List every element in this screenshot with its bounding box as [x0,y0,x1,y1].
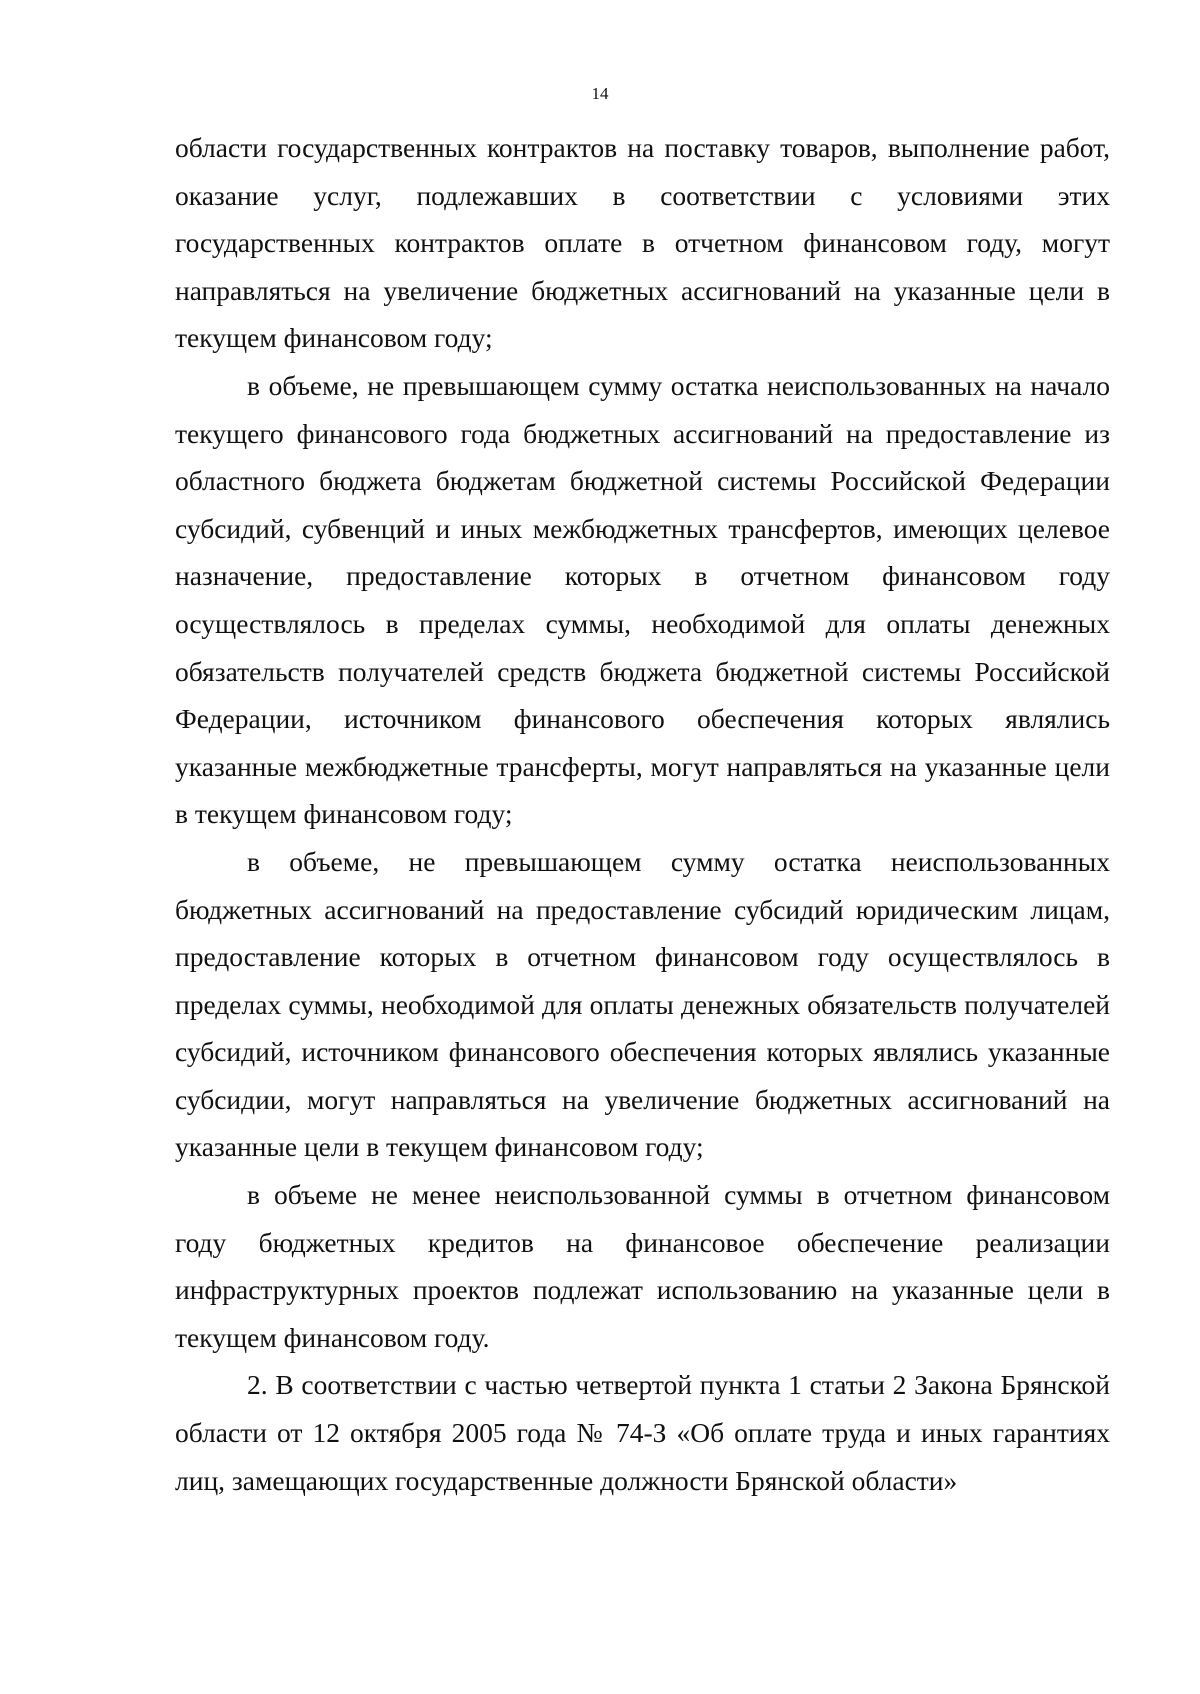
paragraph-interbudget-transfers: в объеме, не превышающем сумму остатка неиспользованных на начало текущего финансового года бюджетных ассигнований на предоставление из областного бюджета бюджетам бюджетной системы Российской Федерации субсидий, субвенций и иных межбюджетных трансфертов, имеющих целевое назначение, предоставление которых в отчетном финансовом году осуществлялось в пределах суммы, необходимой для оплаты денежных обязательств получателей средств бюджета бюджетной системы Российской Федерации, источником финансового обеспечения которых являлись указанные межбюджетные трансферты, могут направляться на указанные цели в текущем финансовом году; [175,369,1110,830]
paragraph-legal-entity-subsidies: в объеме, не превышающем сумму остатка неиспользованных бюджетных ассигнований на предоставление субсидий юридическим лицам, предоставление которых в отчетном финансовом году осуществлялось в пределах суммы, необходимой для оплаты денежных обязательств получателей субсидий, источником финансового обеспечения которых являлись указанные субсидии, могут направляться на увеличение бюджетных ассигнований на указанные цели в текущем финансовом году; [175,845,1110,1163]
document-body [175,124,1110,1504]
paragraph-budget-credits: в объеме не менее неиспользованной суммы в отчетном финансовом году бюджетных кредитов на финансовое обеспечение реализации инфраструктурных проектов подлежат использованию на указанные цели в текущем финансовом году. [175,1179,1110,1353]
paragraph-item-2: 2. В соответствии с частью четвертой пункта 1 статьи 2 Закона Брянской области от 12 октября 2005 года № 74-З «Об оплате труда и иных гарантиях лиц, замещающих государственные должности Брянской области» [175,1369,1110,1496]
page-number: 14 [591,84,609,103]
paragraph-continuation: области государственных контрактов на поставку товаров, выполнение работ, оказание услуг, подлежавших в соответствии с условиями этих государственных контрактов оплате в отчетном финансовом году, могут направляться на увеличение бюджетных ассигнований на указанные цели в текущем финансовом году; [175,132,1110,354]
